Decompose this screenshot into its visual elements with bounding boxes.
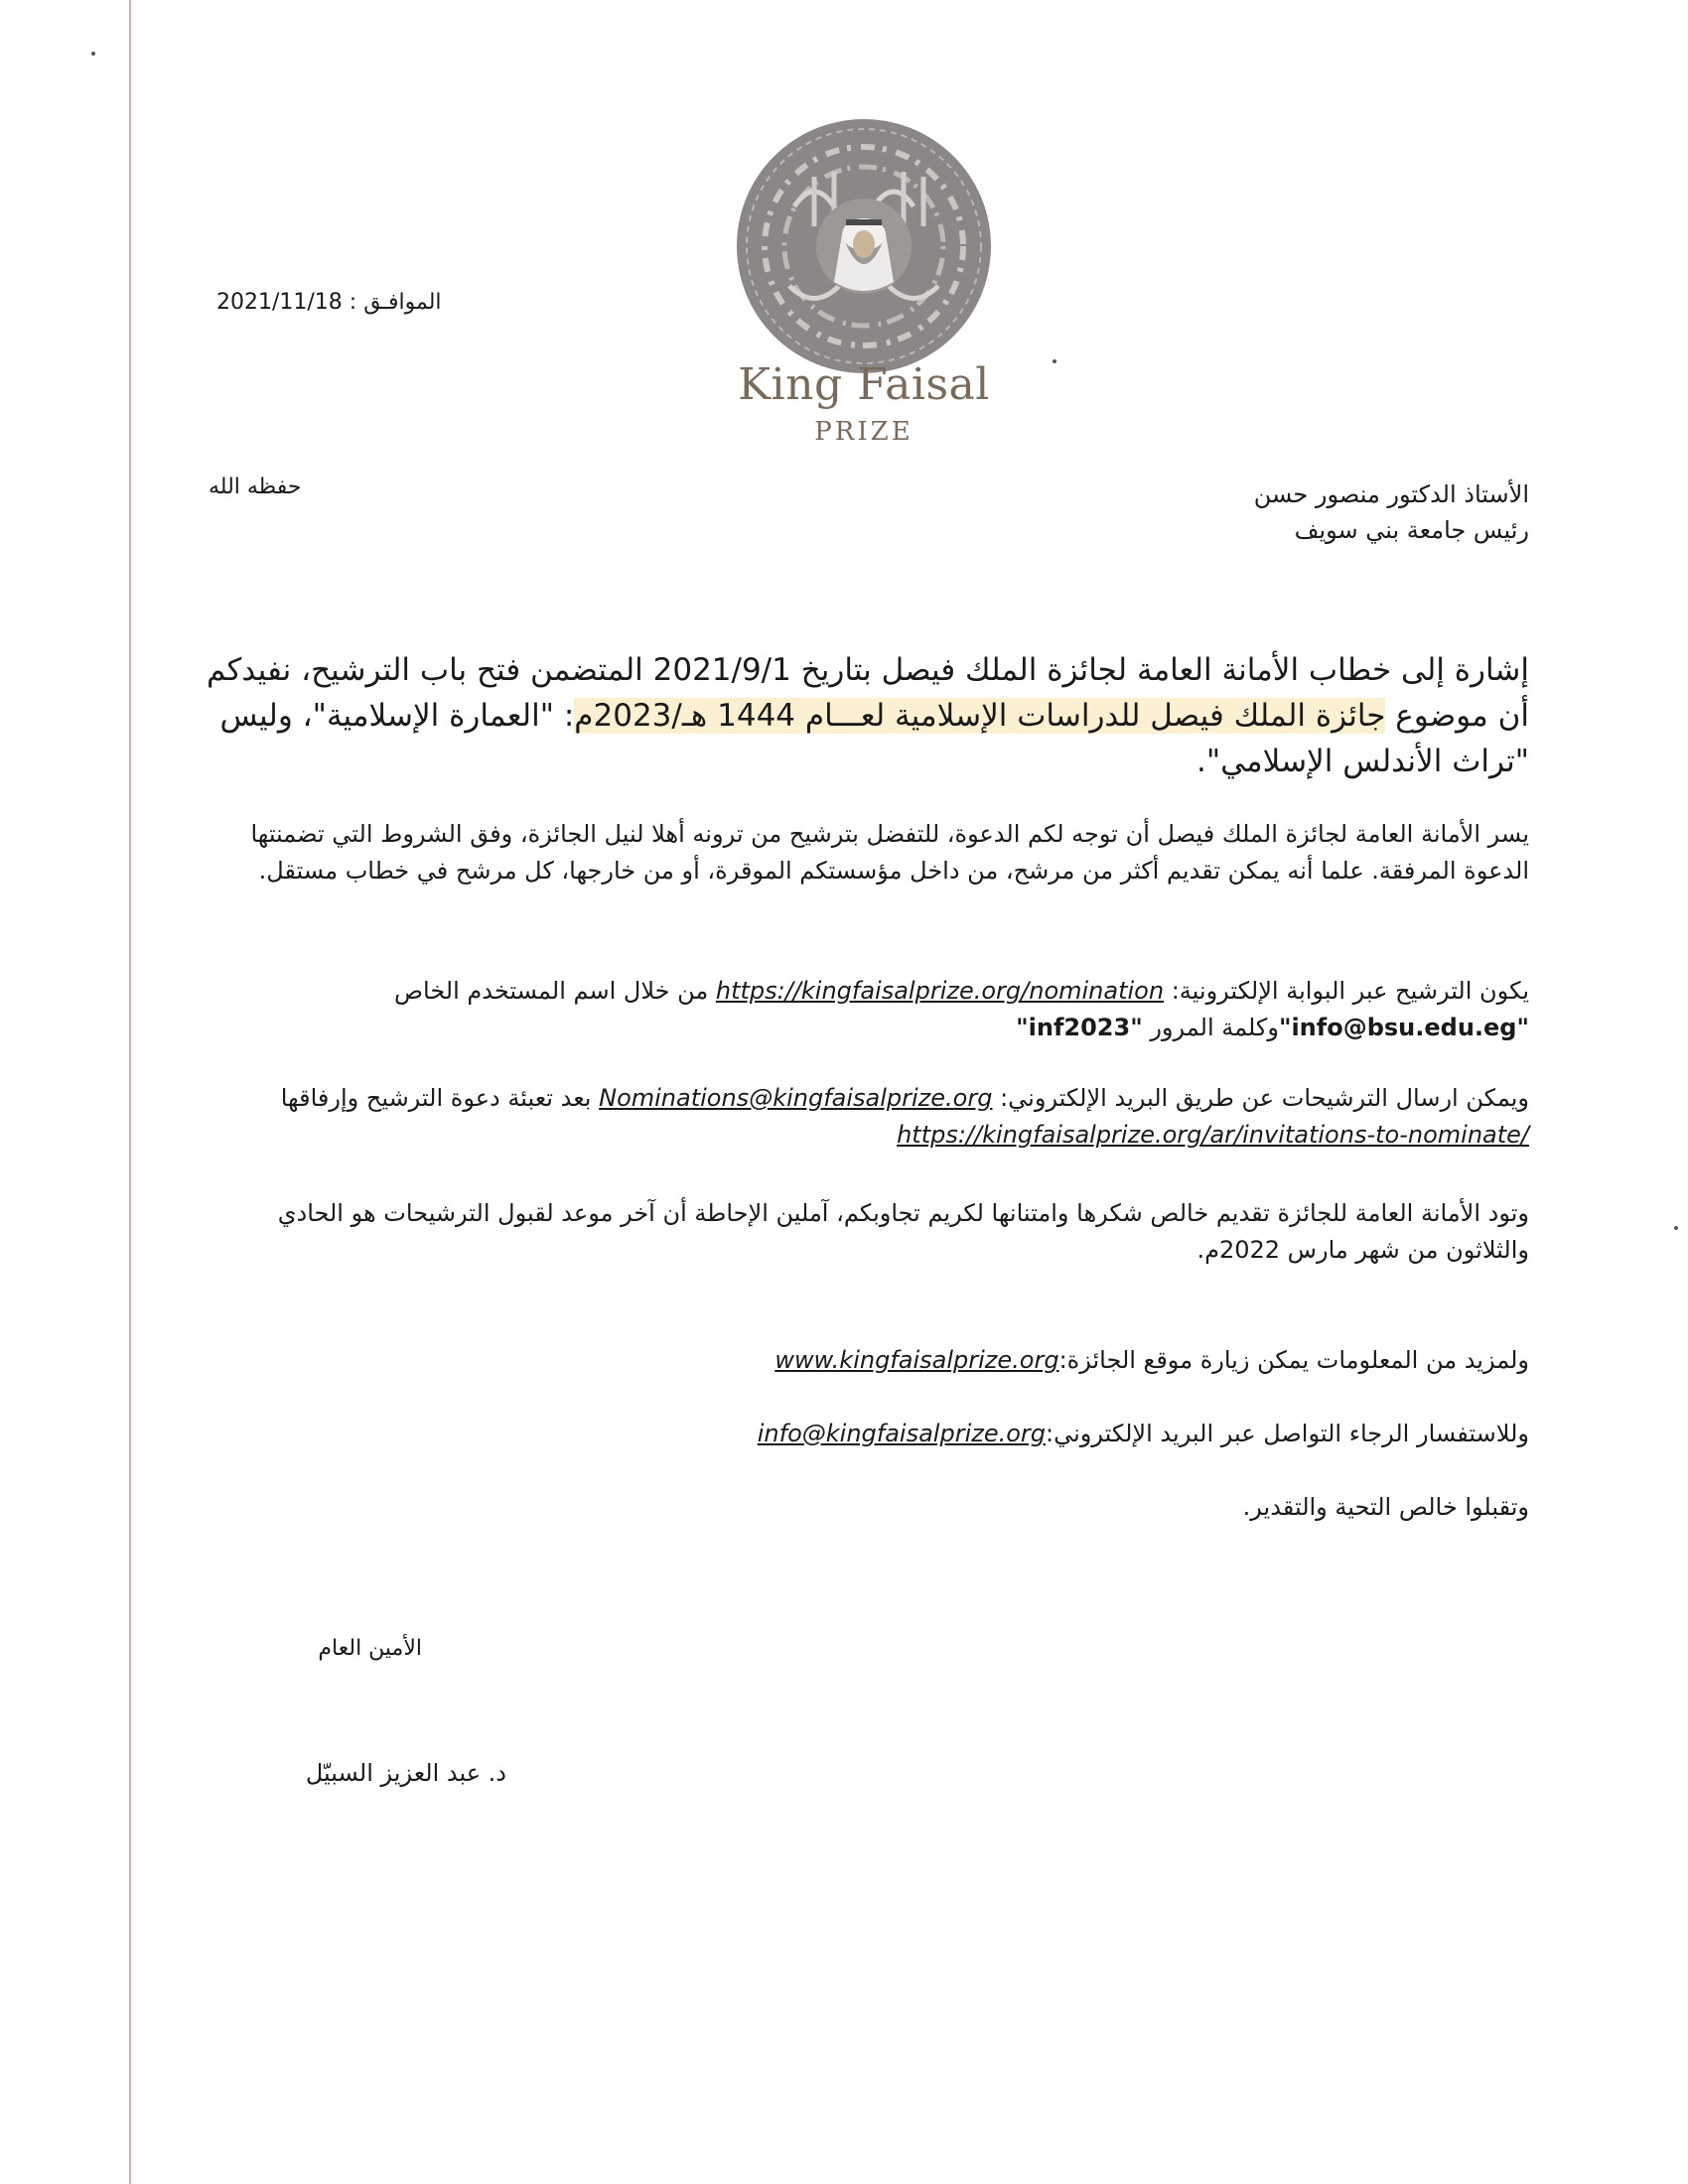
website-link[interactable]: www.kingfaisalprize.org bbox=[774, 1346, 1059, 1374]
margin-line bbox=[129, 0, 131, 2184]
invitations-link[interactable]: https://kingfaisalprize.org/ar/invitations-to-nominate/ bbox=[897, 1121, 1529, 1149]
signatory-name: د. عبد العزيز السبيّل bbox=[305, 1759, 506, 1787]
email-submission-paragraph: ويمكن ارسال الترشيحات عن طريق البريد الإلكتروني: Nominations@kingfaisalprize.org بعد تعبئة دعوة الترشيح وإرفاقها https://kingfaisalprize.org/ar/invitations-to-nominate/ bbox=[280, 1084, 1529, 1149]
recipient-name: الأستاذ الدكتور منصور حسن bbox=[1253, 480, 1529, 508]
scan-speck bbox=[1053, 359, 1056, 363]
logo-subtitle: PRIZE bbox=[814, 417, 914, 447]
username-value: "info@bsu.edu.eg" bbox=[1278, 1014, 1529, 1041]
portal-paragraph: يكون الترشيح عبر البوابة الإلكترونية: https://kingfaisalprize.org/nomination من خلال اسم المستخدم الخاص "info@bsu.edu.eg"وكلمة المرور "inf2023" bbox=[393, 977, 1529, 1041]
scan-speck bbox=[1674, 1226, 1678, 1230]
deadline-paragraph: وتود الأمانة العامة للجائزة تقديم خالص شكرها وامتنانها لكريم تجاوبكم، آملين الإحاطة أن آخر موعد لقبول الترشيحات هو الحادي والثلاثون من شهر مارس 2022م. bbox=[277, 1199, 1529, 1264]
password-value: "inf2023" bbox=[1016, 1014, 1143, 1041]
intro-paragraph: إشارة إلى خطاب الأمانة العامة لجائزة الملك فيصل بتاريخ 2021/9/1 المتضمن فتح باب الترشيح، نفيدكم أن موضوع جائزة الملك فيصل للدراسات الإسلامية لعـــام 1444 هـ/2023م: "العمارة الإسلامية"، وليس "تراث الأندلس الإسلامي". bbox=[206, 652, 1529, 779]
recipient-title: رئيس جامعة بني سويف bbox=[1294, 516, 1529, 544]
letter-date: الموافـق : 2021/11/18 bbox=[216, 290, 442, 315]
invitation-paragraph: يسر الأمانة العامة لجائزة الملك فيصل أن توجه لكم الدعوة، للتفضل بترشيح من ترونه أهلا لنيل الجائزة، وفق الشروط التي تضمنتها الدعوة المرفقة. علما أنه يمكن تقديم أكثر من مرشح، من داخل مؤسستكم الموقرة، أو من خارجها، كل مرشح في خطاب مستقل. bbox=[250, 820, 1529, 885]
signatory-title: الأمين العام bbox=[318, 1636, 422, 1661]
nominations-email-link[interactable]: Nominations@kingfaisalprize.org bbox=[599, 1084, 993, 1112]
closing-paragraph: وتقبلوا خالص التحية والتقدير. bbox=[1242, 1493, 1529, 1521]
website-paragraph: ولمزيد من المعلومات يمكن زيارة موقع الجائزة:www.kingfaisalprize.org bbox=[774, 1346, 1529, 1374]
highlighted-prize-title: جائزة الملك فيصل للدراسات الإسلامية لعـــام 1444 هـ/2023م bbox=[574, 698, 1386, 734]
info-email-link[interactable]: info@kingfaisalprize.org bbox=[757, 1420, 1047, 1447]
scan-speck bbox=[91, 52, 95, 56]
logo-wordmark: King Faisal bbox=[738, 359, 990, 410]
contact-paragraph: وللاستفسار الرجاء التواصل عبر البريد الإلكتروني:info@kingfaisalprize.org bbox=[757, 1420, 1529, 1447]
king-faisal-prize-emblem bbox=[735, 117, 993, 375]
greeting: حفظه الله bbox=[209, 475, 302, 499]
nomination-portal-link[interactable]: https://kingfaisalprize.org/nomination bbox=[715, 977, 1165, 1005]
